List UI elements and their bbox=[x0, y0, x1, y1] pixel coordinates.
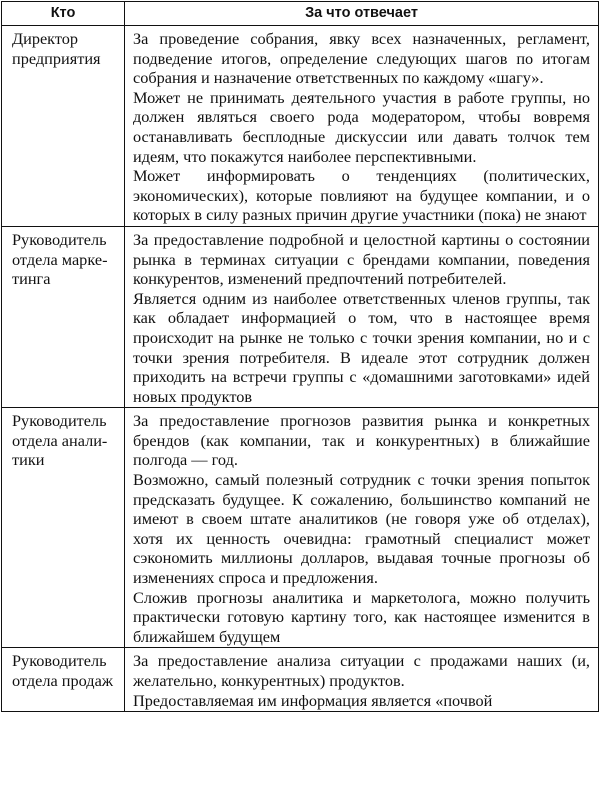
role-cell: Директор предприятия bbox=[2, 26, 125, 227]
responsibility-paragraph: Является одним из наиболее ответственных членов группы, так как обладает информацией о том, что в настоящее время происходит на рынке не только с точки зрения компании, но и с точки зрения потребителя. В идеале этот сотрудник должен приходить на встречи группы с «домашними заготовками» идей новых продуктов bbox=[133, 288, 590, 406]
table-row bbox=[2, 408, 599, 648]
responsibility-cell bbox=[125, 26, 599, 227]
table-row bbox=[2, 648, 599, 712]
table-row bbox=[2, 226, 599, 407]
responsibility-cell bbox=[125, 226, 599, 407]
responsibility-paragraph: За предоставление анализа ситуации с продажами наших (и, желательно, конкурентных) продуктов. bbox=[133, 651, 590, 690]
role-cell: Руководитель отдела продаж bbox=[2, 648, 125, 712]
responsibility-paragraph: Предоставляемая им информация является «почвой bbox=[133, 690, 493, 710]
responsibility-paragraph: Сложив прогнозы аналитика и маркетолога, можно получить практически готовую картину того, как настоящее изменится в ближайшем будущем bbox=[133, 587, 590, 646]
column-header-who: Кто bbox=[2, 2, 125, 26]
responsibility-paragraph: Может информировать о тенденциях (политических, экономических), которые повлияют на будущее компании, и о которых в силу разных причин другие участники (пока) не знают bbox=[133, 166, 590, 225]
role-cell: Руководитель отдела аналитики bbox=[2, 408, 125, 648]
responsibility-paragraph: За проведение собрания, явку всех назначенных, регламент, подведение итогов, определение следующих шагов по итогам собрания и назначение ответственных по каждому «шагу». bbox=[133, 29, 590, 88]
responsibilities-table bbox=[1, 1, 599, 712]
responsibility-paragraph: За предоставление подробной и целостной картины о состоянии рынка в терминах ситуации с брендами компании, поведения конкурентов, изменений предпочтений потребителей. bbox=[133, 229, 590, 289]
responsibility-cell bbox=[125, 648, 599, 712]
responsibility-paragraph: За предоставление прогнозов развития рынка и конкретных брендов (как компании, так и конкурентных) в ближайшие полгода — год. bbox=[133, 411, 590, 470]
responsibility-paragraph: Может не принимать деятельного участия в работе группы, но должен являться своего рода модератором, чтобы вовремя останавливать бесплодные дискуссии или давать толчок тем идеям, что покажутся наиболее перспективными. bbox=[133, 87, 590, 166]
role-cell: Руководитель отдела маркетинга bbox=[2, 226, 125, 407]
column-header-what: За что отвечает bbox=[125, 2, 599, 26]
responsibility-paragraph: Возможно, самый полезный сотрудник с точки зрения попыток предсказать будущее. К сожалению, большинство компаний не имеют в своем штате аналитиков (не говоря уже об отделах), хотя их ценность очевидна: грамотный специалист может сэкономить миллионы долларов, выдавая точные прогнозы об изменениях спроса и предложения. bbox=[133, 470, 590, 588]
responsibility-cell bbox=[125, 408, 599, 648]
table-header-row bbox=[2, 2, 599, 26]
table-row bbox=[2, 26, 599, 227]
